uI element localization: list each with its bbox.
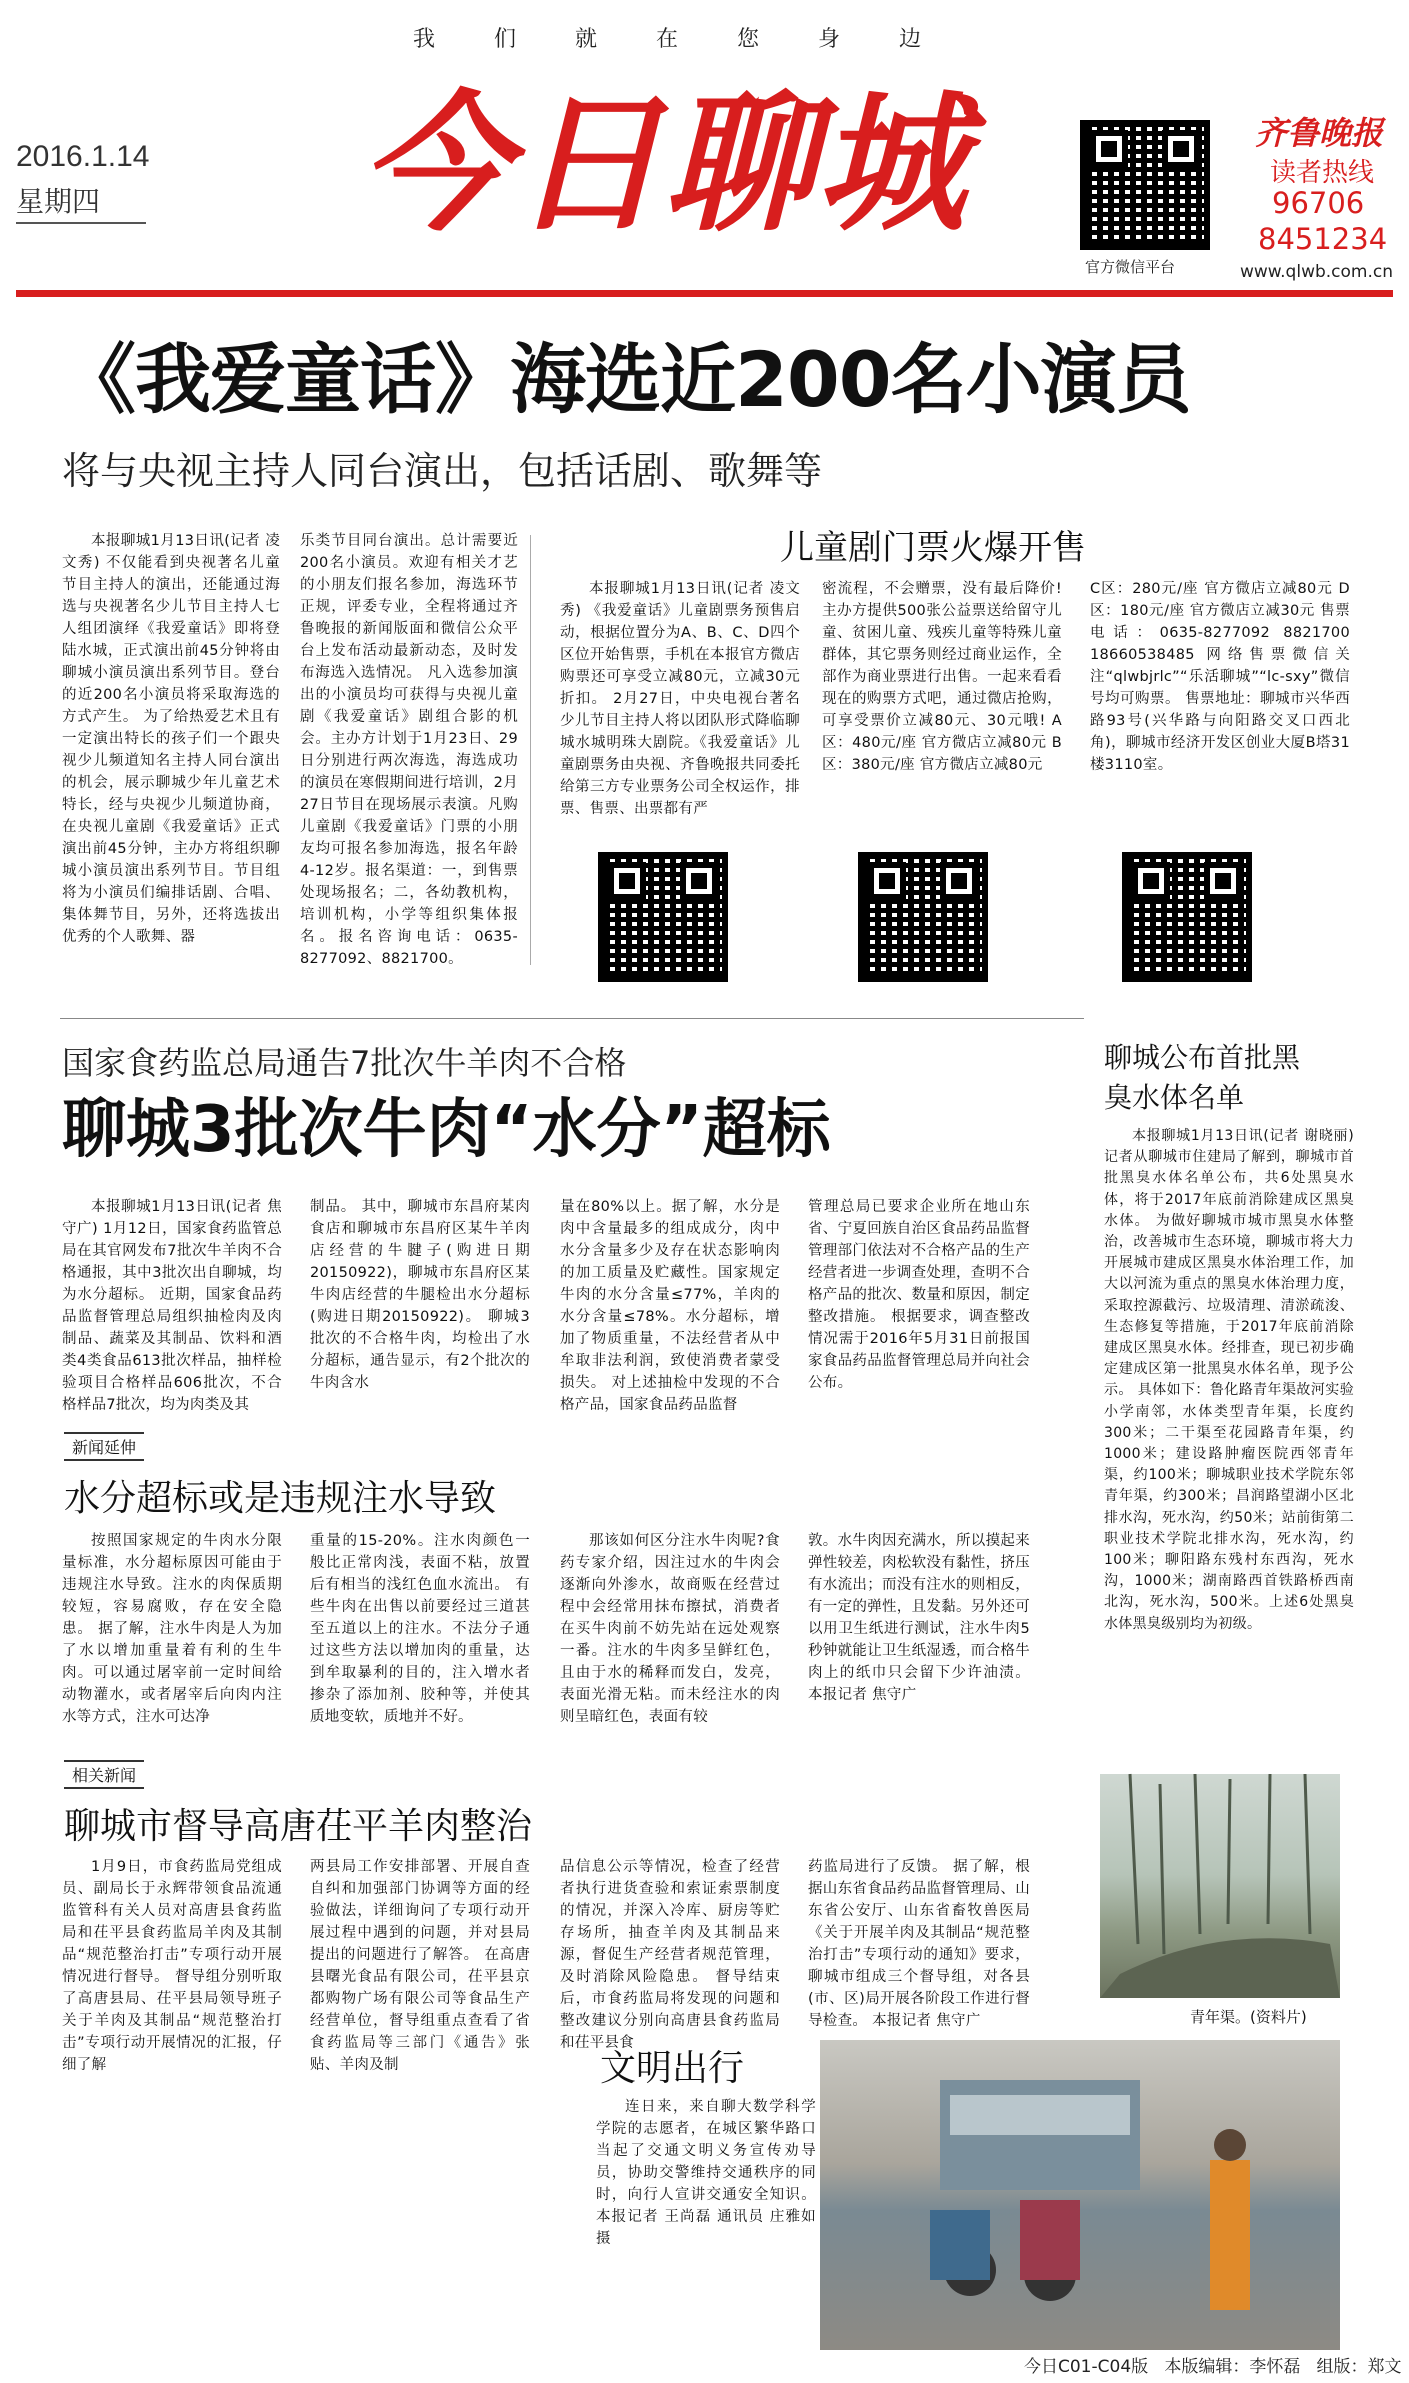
article-column: 1月9日，市食药监局党组成员、副局长于永辉带领食品流通监管科有关人员对高唐县食药监局和茌平县食药监局羊肉及其制品“规范整治打击”专项行动开展情况进行督导。 督导组分别听取了高唐县局、茌平县局领导班子关于羊肉及其制品“规范整治打击”专项行动开展情况的汇报，仔细了解 <box>62 1859 282 2073</box>
article-column: 按照国家规定的牛肉水分限量标准，水分超标原因可能由于违规注水导致。注水的肉保质期较短，容易腐败，存在安全隐患。 据了解，注水牛肉是人为加了水以增加重量着有利的生牛肉。可以通过屠宰前一定时间给动物灌水，或者屠宰后向肉内注水等方式，注水可达净 <box>62 1533 282 1725</box>
tree-illustration <box>1100 1774 1340 1998</box>
brand-logo: 齐鲁晚报 <box>1255 114 1384 152</box>
tag-related-news: 相关新闻 <box>64 1760 144 1789</box>
article-water-injection <box>0 1430 1090 1760</box>
hotline-number-2: 8451234 <box>1258 222 1388 256</box>
headline-beef-water: 聊城3批次牛肉“水分”超标 <box>62 1093 831 1167</box>
headline-black-water: 聊城公布首批黑臭水体名单 <box>1104 1041 1301 1114</box>
photo-traffic-volunteers <box>820 2040 1340 2350</box>
qr-code-tickets-2[interactable] <box>858 852 988 982</box>
masthead <box>0 0 1409 300</box>
tag-news-extension: 新闻延伸 <box>64 1432 144 1461</box>
article-column: 品信息公示等情况，检查了经营者执行进货查验和索证索票制度的情况，并深入冷库、厨房等贮存场所，抽查羊肉及其制品来源，督促生产经营者规范管理，及时消除风险隐患。 督导结束后，市食药监局将发现的问题和整改建议分别向高唐县食药监局和茌平县食 <box>560 1859 780 2051</box>
article-column: 本报聊城1月13日讯(记者 焦守广) 1月12日，国家食药监管总局在其官网发布7批次牛羊肉不合格通报，其中3批次出自聊城，均为水分超标。 近期，国家食品药品监督管理总局组织抽检肉及肉制品、蔬菜及其制品、饮料和酒类4类食品613批次样品，抽样检验项目合格样品606批次，不合格样品7批次，均为肉类及其 <box>62 1199 282 1413</box>
article-children-drama <box>0 300 1409 1020</box>
hotline-label: 读者热线 <box>1270 158 1375 188</box>
article-column: 制品。 其中，聊城市东昌府某肉食店和聊城市东昌府区某牛羊肉店经营的牛腱子(购进日期20150922)，聊城市东昌府区某牛肉店经营的牛腿检出水分超标(购进日期20150922)。 聊城3批次的不合格牛肉，均检出了水分超标，通告显示，有2个批次的牛肉含水 <box>310 1199 530 1391</box>
article-column: 密流程，不会赠票，没有最后降价! 主办方提供500张公益票送给留守儿童、贫困儿童、残疾儿童等特殊儿童群体，其它票务则经过商业运作，全部作为商业票进行出售。一起来看看现在的购票方式吧，通过微店抢购，可享受票价立减80元、30元哦! A区：480元/座 官方微店立减80元 B区：380元/座 官方微店立减80元 <box>822 581 1062 773</box>
article-column: 敦。水牛肉因充满水，所以摸起来弹性较差，肉松软没有黏性，挤压有水流出；而没有注水的则相反，有一定的弹性，且发黏。另外还可以用卫生纸进行测试，注水牛肉5秒钟就能让卫生纸湿透，而合格牛肉上的纸巾只会留下少许油渍。 本报记者 焦守广 <box>808 1533 1030 1703</box>
hotline-number-1: 96706 <box>1272 186 1365 220</box>
street-illustration <box>820 2040 1340 2350</box>
article-beef-water <box>0 1020 1090 1450</box>
column-divider <box>530 535 531 965</box>
article-column: 本报聊城1月13日讯(记者 凌文秀) 不仅能看到央视著名儿童节目主持人的演出，还能通过海选与央视著名少儿节目主持人七人组团演绎《我爱童话》即将登陆水城，正式演出前45分钟将由聊城小演员演出系列节目。登台的近200名小演员将采取海选的方式产生。 为了给热爱艺术且有一定演出特长的孩子们一个跟央视少儿频道知名主持人同台演出的机会，展示聊城少年儿童艺术特长，经与央视少儿频道协商，在央视儿童剧《我爱童话》正式演出前45分钟，主办方将组织聊城小演员演出系列节目。节目组将为小演员们编排话剧、合唱、集体舞节目，另外，还将选拔出优秀的个人歌舞、器 <box>62 533 280 945</box>
section-rule <box>60 1018 1084 1019</box>
photo-canal <box>1100 1774 1340 1998</box>
masthead-title: 今日聊城 <box>360 78 969 252</box>
photo-caption-canal: 青年渠。(资料片) <box>1190 2008 1307 2026</box>
article-column: 本报聊城1月13日讯(记者 凌文秀) 《我爱童话》儿童剧票务预售启动，根据位置分为A、B、C、D四个区位开始售票，手机在本报官方微店购票还可享受立减80元，立减30元折扣。 2月27日，中央电视台著名少儿节目主持人将以团队形式降临聊城水城明珠大剧院。《我爱童话》儿童剧票务由央视、齐鲁晚报共同委托给第三方专业票务公司全权运作，排票、售票、出票都有严 <box>560 581 800 817</box>
article-body: 本报聊城1月13日讯(记者 谢晓丽) 记者从聊城市住建局了解到，聊城市首批黑臭水体名单公布，共6处黑臭水体，将于2017年底前消除建成区黑臭水体。 为做好聊城市城市黑臭水体整治，改善城市生态环境，聊城市将大力开展城市建成区黑臭水体治理工作，加大以河流为重点的黑臭水体治理力度，采取控源截污、垃圾清理、清淤疏浚、生态修复等措施，于2017年底前消除建成区黑臭水体。经排查，现已初步确定建成区第一批黑臭水体名单，现予公示。 具体如下：鲁化路青年渠故河实验小学南邻，水体类型青年渠，长度约300米；二干渠至花园路青年渠，约1000米；建设路肿瘤医院西邻青年渠，约100米；聊城职业技术学院东邻青年渠，约300米；昌润路望湖小区北排水沟，死水沟，约50米；站前街第二职业技术学院北排水沟，死水沟，约100米；聊阳路东残村东西沟，死水沟，1000米；湖南路西首铁路桥西南北沟，死水沟，500米。上述6处黑臭水体黑臭级别均为初级。 <box>1104 1128 1354 1632</box>
masthead-slogan: 我 们 就 在 您 身 边 <box>413 27 947 52</box>
headline-civilized-travel: 文明出行 <box>600 2048 745 2089</box>
wechat-qr-code[interactable] <box>1080 120 1210 250</box>
article-column: 重量的15-20%。注水肉颜色一般比正常肉浅，表面不粘，放置后有相当的浅红色血水流出。 有些牛肉在出售以前要经过三道甚至五道以上的注水。不法分子通过这些方法以增加肉的重量，达到牟取暴利的目的，注入增水者掺杂了添加剂、胶种等，并使其质地变软，质地并不好。 <box>310 1533 530 1725</box>
article-column: 药监局进行了反馈。 据了解，根据山东省食品药品监督管理局、山东省公安厅、山东省畜牧兽医局《关于开展羊肉及其制品“规范整治打击”专项行动的通知》要求，聊城市组成三个督导组，对各县(市、区)局开展各阶段工作进行督导检查。 本报记者 焦守广 <box>808 1859 1030 2029</box>
sidebar-title-tickets: 儿童剧门票火爆开售 <box>780 528 1086 568</box>
headline-mutton-inspection: 聊城市督导高唐茌平羊肉整治 <box>64 1806 533 1847</box>
subhead-children-drama: 将与央视主持人同台演出，包括话剧、歌舞等 <box>62 449 823 493</box>
qr-code-tickets-3[interactable] <box>1122 852 1252 982</box>
article-column: 量在80%以上。据了解，水分是肉中含量最多的组成成分，肉中水分含量多少及存在状态影响肉的加工质量及贮藏性。国家规定牛肉的水分含量≤77%，羊肉的水分含量≤78%。水分超标，增加了物质重量，不法经营者从中牟取非法利润，致使消费者蒙受损失。 对上述抽检中发现的不合格产品，国家食品药品监督 <box>560 1199 780 1413</box>
masthead-rule <box>16 290 1393 297</box>
issue-date: 2016.1.14 <box>16 140 150 173</box>
website-link[interactable]: www.qlwb.com.cn <box>1240 262 1393 282</box>
issue-weekday: 星期四 <box>16 180 146 224</box>
article-civilized-travel <box>560 2040 1400 2340</box>
headline-water-injection: 水分超标或是违规注水导致 <box>64 1478 497 1519</box>
kicker-beef-water: 国家食药监总局通告7批次牛羊肉不合格 <box>62 1044 627 1082</box>
article-body: 连日来，来自聊大数学科学学院的志愿者，在城区繁华路口当起了交通文明义务宣传劝导员，协助交警维持交通秩序的同时，向行人宣讲交通安全知识。 本报记者 王尚磊 通讯员 庄雅如 摄 <box>596 2099 816 2247</box>
qr-caption: 官方微信平台 <box>1085 258 1176 276</box>
article-column: 两县局工作安排部署、开展自查自纠和加强部门协调等方面的经验做法，详细询问了专项行动开展过程中遇到的问题，并对县局提出的问题进行了解答。 在高唐县曙光食品有限公司，茌平县京都购物广场有限公司等食品生产经营单位，督导组重点查看了省食药监局等三部门《通告》张贴、羊肉及制 <box>310 1859 530 2073</box>
page-footer: 今日C01-C04版 本版编辑：李怀磊 组版：郑文 <box>1024 2357 1402 2377</box>
article-column: 那该如何区分注水牛肉呢?食药专家介绍，因注过水的牛肉会逐渐向外渗水，故商贩在经营过程中会经常用抹布擦拭，消费者在买牛肉前不妨先站在远处观察一番。注水的牛肉多呈鲜红色，且由于水的稀释而发白，发亮，表面光滑无粘。而未经注水的肉则呈暗红色，表面有较 <box>560 1533 780 1725</box>
article-column: 管理总局已要求企业所在地山东省、宁夏回族自治区食品药品监督管理部门依法对不合格产品的生产经营者进一步调查处理，查明不合格产品的批次、数量和原因，制定整改措施。 根据要求，调查整改情况需于2016年5月31日前报国家食品药品监督管理总局并向社会公布。 <box>808 1199 1030 1391</box>
qr-code-tickets-1[interactable] <box>598 852 728 982</box>
article-column: 乐类节目同台演出。总计需要近200名小演员。欢迎有相关才艺的小朋友们报名参加，海选环节正规，评委专业，全程将通过齐鲁晚报的新闻版面和微信公众平台上发布活动最新动态，及时发布海选入选情况。 凡入选参加演出的小演员均可获得与央视儿童剧《我爱童话》剧组合影的机会。主办方计划于1月23日、29日分别进行两次海选，海选成功的演员在寒假期间进行培训，2月27日节目在现场展示表演。凡购儿童剧《我爱童话》门票的小朋友均可报名参加海选，报名年龄4-12岁。报名渠道：一，到售票处现场报名；二，各幼教机构，培训机构，小学等组织集体报名。报名咨询电话：0635-8277092、8821700。 <box>300 533 518 967</box>
article-column: C区：280元/座 官方微店立减80元 D区：180元/座 官方微店立减30元 售票电话：0635-8277092 8821700 18660538485 网络售票微信关注“qlwbjrlc”“乐活聊城”“lc-sxy”微信号均可购票。 售票地址：聊城市兴华西路93号(兴华路与向阳路交叉口西北角)，聊城市经济开发区创业大厦B塔31楼3110室。 <box>1090 581 1350 773</box>
headline-children-drama: 《我爱童话》海选近200名小演员 <box>60 335 1191 424</box>
